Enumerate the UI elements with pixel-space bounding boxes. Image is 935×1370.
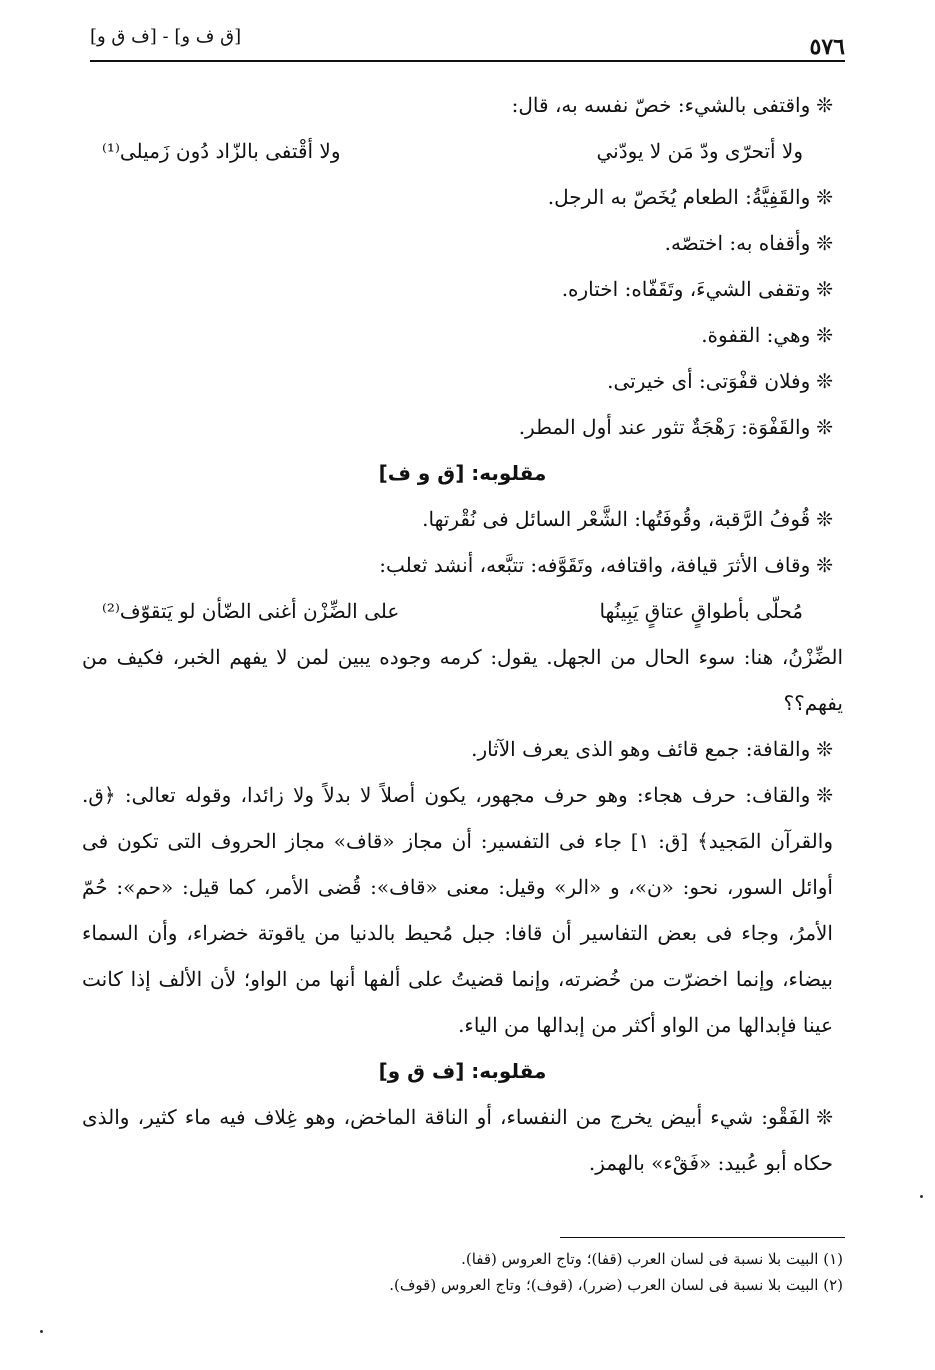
verse-hemistich-second: على الضِّزْن أغنى الضّأن لو يَتقوّف⁽²⁾ [102,599,400,623]
entry-marker: ❊ [816,231,833,255]
entry-marker: ❊ [816,323,833,347]
verse-hemistich-first: ولا أتحرّى ودّ مَن لا يودّني [596,139,803,163]
header-rule [90,60,845,62]
entry-text: واقتفى بالشيء: خصّ نفسه به، قال: [511,93,811,117]
page-number: ٥٧٦ [809,34,845,60]
entry [82,358,843,404]
entry-text: وقاف الأثرَ قيافة، واقتافه، وتَقَوَّفه: تتبَّعه، أنشد ثعلب: [379,553,811,577]
entry-marker: ❊ [816,277,833,301]
entry [82,174,843,220]
entry-marker: ❊ [816,369,833,393]
entry [82,312,843,358]
entry [82,726,843,772]
entry-text: وأقفاه به: اختصّه. [664,231,811,255]
entry-marker: ❊ [816,415,833,439]
entry-marker: ❊ [816,737,833,761]
entry-marker: ❊ [816,553,833,577]
section-heading: مقلوبه: [ف ق و] [378,1059,547,1083]
root-range-header: [ق ف و] - [ف ق و] [90,26,242,47]
entry-text: وفلان قفْوَتى: أى خيرتى. [607,369,811,393]
footnote: (١) البيت بلا نسبة فى لسان العرب (قفا)؛ وتاج العروس (قفا). [461,1250,843,1268]
entry-marker: ❊ [816,783,833,807]
entry [82,772,843,1048]
paragraph: الضِّزْنُ، هنا: سوء الحال من الجهل. يقول: كرمه وجوده يبين لمن لا يفهم الخبر، فكيف من يفهم؟؟ [82,645,843,715]
verse-line [82,588,843,634]
entry-text: والقَفْوَة: رَهْجَةٌ تثور عند أول المطر. [518,415,811,439]
entry [82,496,843,542]
entry [82,220,843,266]
entry-marker: ❊ [816,93,833,117]
entry [82,266,843,312]
verse-hemistich-first: مُحلّى بأطواقٍ عتاقٍ يَبِينُها [599,599,803,623]
section-heading: مقلوبه: [ق و ف] [378,461,547,485]
entry-text: قُوفُ الرَّقبة، وقُوفَتُها: الشَّعْر السائل فى نُقْرتها. [422,507,811,531]
entry-marker: ❊ [816,1105,833,1129]
verse-hemistich-second: ولا أقْتفى بالزّاد دُون زَميلى⁽¹⁾ [102,139,341,163]
entry-text: والقافة: جمع قائف وهو الذى يعرف الآثار. [471,737,811,761]
entry [82,1094,843,1186]
entry [82,542,843,588]
entry-marker: ❊ [816,185,833,209]
page-body [82,82,843,1186]
footnote: (٢) البيت بلا نسبة فى لسان العرب (ضرر)، (قوف)؛ وتاج العروس (قوف). [389,1276,843,1294]
entry-text: والقَفِيَّةُ: الطعام يُخَصّ به الرجل. [547,185,811,209]
entry-text: وتقفى الشيءَ، وتَقَفّاه: اختاره. [561,277,811,301]
scan-speck [40,1330,43,1333]
entry-text: الفَقْو: شيء أبيض يخرج من النفساء، أو الناقة الماخض، وهو غِلاف فيه ماء كثير، والذى حكاه أبو عُبيد: «فَقْء» بالهمز. [82,1105,833,1175]
entry-text: والقاف: حرف هجاء: وهو حرف مجهور، يكون أصلاً لا بدلاً ولا زائدا، وقوله تعالى: ﴿ق. والقرآن المَجيد﴾ [ق: ١] جاء فى التفسير: أن مجاز «قاف» مجاز الحروف التى تكون فى أوائل السور، نحو: «ن»، و «الر» وقيل: معنى «قاف»: قُضى الأمر، كما قيل: «حم»: حُمّ الأمرُ، وجاء فى بعض التفاسير أن قافا: جبل مُحيط بالدنيا من ياقوتة خضراء، وأن السماء بيضاء، وإنما اخضرّت من خُضرته، وإنما قضيتُ على ألفها أنها من الواو؛ لأن الألف إذا كانت عينا فإبدالها من الواو أكثر من إبدالها من الياء. [82,783,833,1037]
entry [82,404,843,450]
verse-line [82,128,843,174]
footnote-rule [560,1237,845,1238]
footnotes [82,1246,843,1298]
entry-marker: ❊ [816,507,833,531]
entry-text: وهي: القفوة. [701,323,811,347]
entry [82,82,843,128]
scan-speck [920,1195,923,1198]
